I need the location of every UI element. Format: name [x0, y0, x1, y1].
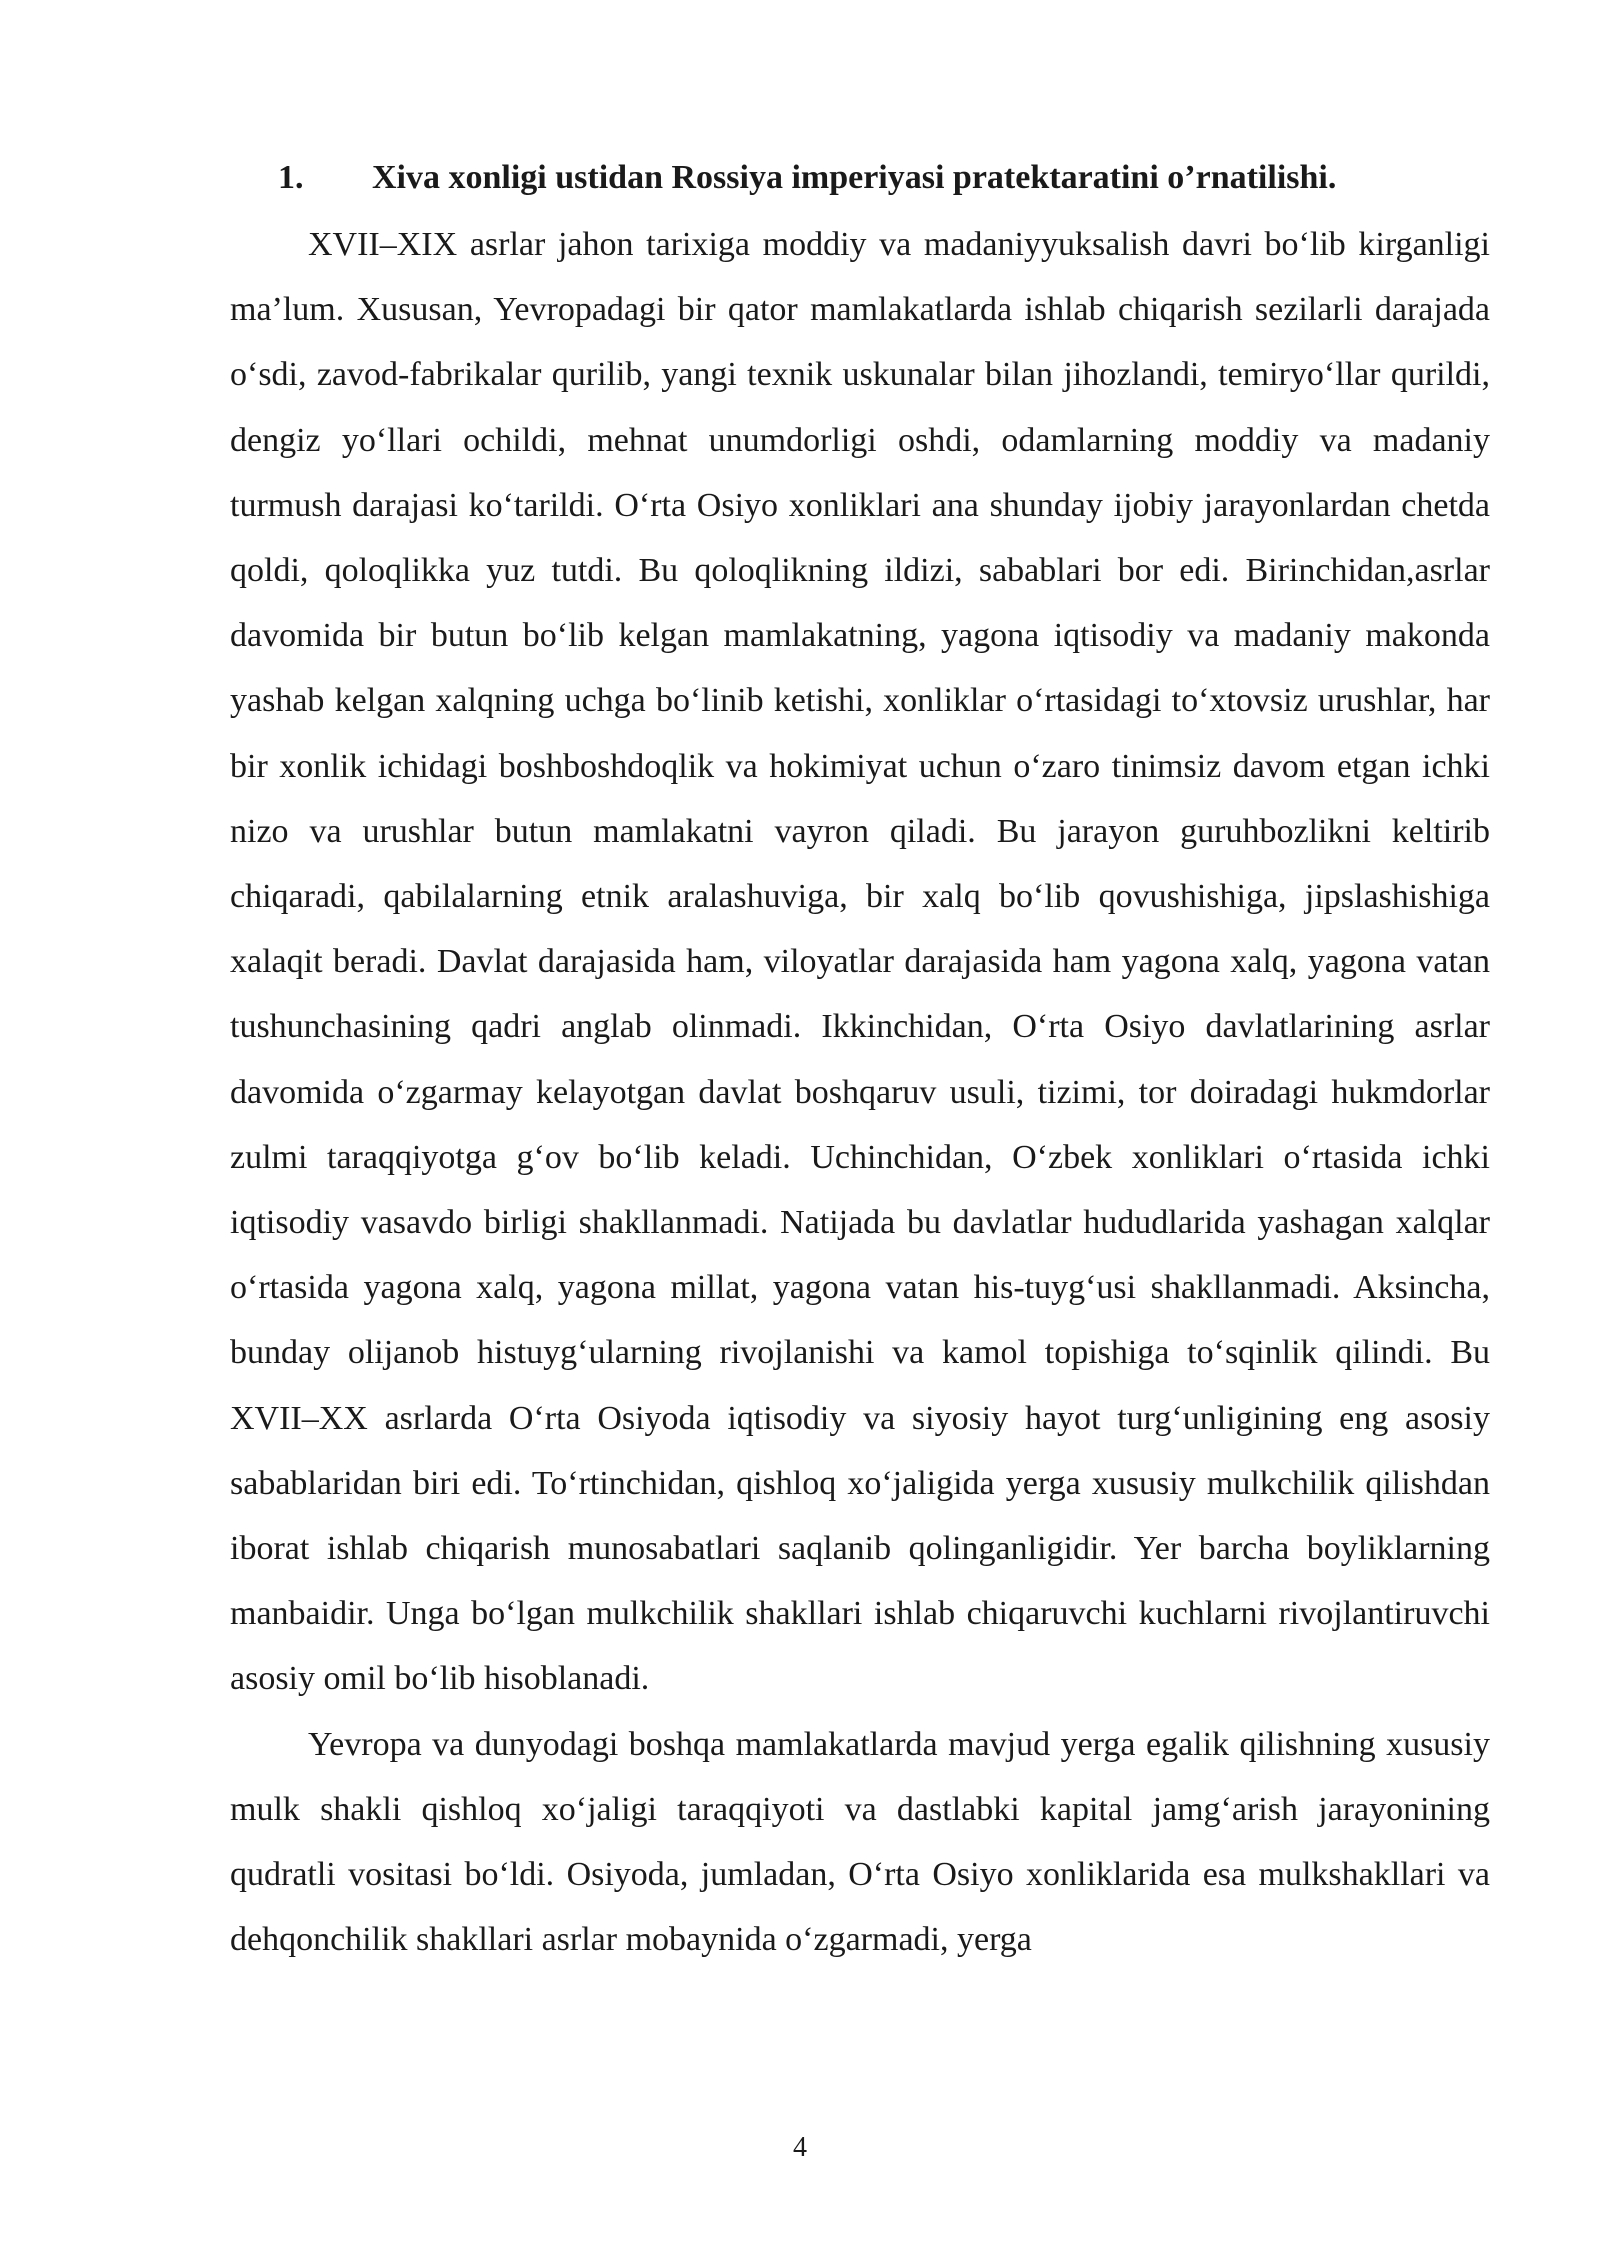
body-text: [230, 212, 1490, 1972]
section-heading: [278, 150, 1478, 206]
paragraph: Yevropa va dunyodagi boshqa mamlakatlarda mavjud yerga egalik qilishning xususiy mulk shakli qishloq xo‘jaligi taraqqiyoti va dastlabki kapital jamg‘arish jarayonining qudratli vositasi bo‘ldi. Osiyoda, jumladan, O‘rta Osiyo xonliklarida esa mulkshakllari va dehqonchilik shakllari asrlar mobaynida o‘zgarmadi, yerga: [230, 1725, 1490, 1959]
section-number: 1.: [278, 159, 304, 196]
section-title: Xiva xonligi ustidan Rossiya imperiyasi pratektaratini o’rnatilishi.: [372, 159, 1337, 196]
page-number: 4: [793, 2132, 807, 2163]
paragraph: XVII–XIX asrlar jahon tarixiga moddiy va madaniyyuksalish davri bo‘lib kirganligi ma’lum. Xususan, Yevropadagi bir qator mamlakatlarda ishlab chiqarish sezilarli darajada o‘sdi, zavod-fabrikalar qurilib, yangi texnik uskunalar bilan jihozlandi, temiryo‘llar qurildi, dengiz yo‘llari ochildi, mehnat unumdorligi oshdi, odamlarning moddiy va madaniy turmush darajasi ko‘tarildi. O‘rta Osiyo xonliklari ana shunday ijobiy jarayonlardan chetda qoldi, qoloqlikka yuz tutdi. Bu qoloqlikning ildizi, sabablari bor edi. Birinchidan,asrlar davomida bir butun bo‘lib kelgan mamlakatning, yagona iqtisodiy va madaniy makonda yashab kelgan xalqning uchga bo‘linib ketishi, xonliklar o‘rtasidagi to‘xtovsiz urushlar, har bir xonlik ichidagi boshboshdoqlik va hokimiyat uchun o‘zaro tinimsiz davom etgan ichki nizo va urushlar butun mamlakatni vayron qiladi. Bu jarayon guruhbozlikni keltirib chiqaradi, qabilalarning etnik aralashuviga, bir xalq bo‘lib qovushishiga, jipslashishiga xalaqit beradi. Davlat darajasida ham, viloyatlar darajasida ham yagona xalq, yagona vatan tushunchasining qadri anglab olinmadi. Ikkinchidan, O‘rta Osiyo davlatlarining asrlar davomida o‘zgarmay kelayotgan davlat boshqaruv usuli, tizimi, tor doiradagi hukmdorlar zulmi taraqqiyotga g‘ov bo‘lib keladi. Uchinchidan, O‘zbek xonliklari o‘rtasida ichki iqtisodiy vasavdo birligi shakllanmadi. Natijada bu davlatlar hududlarida yashagan xalqlar o‘rtasida yagona xalq, yagona millat, yagona vatan his-tuyg‘usi shakllanmadi. Aksincha, bunday olijanob histuyg‘ularning rivojlanishi va kamol topishiga to‘sqinlik qilindi. Bu XVII–XX asrlarda O‘rta Osiyoda iqtisodiy va siyosiy hayot turg‘unligining eng asosiy sabablaridan biri edi. To‘rtinchidan, qishloq xo‘jaligida yerga xususiy mulkchilik qilishdan iborat ishlab chiqarish munosabatlari saqlanib qolinganligidir. Yer barcha boyliklarning manbaidir. Unga bo‘lgan mulkchilik shakllari ishlab chiqaruvchi kuchlarni rivojlantiruvchi asosiy omil bo‘lib hisoblanadi.: [230, 226, 1490, 1698]
